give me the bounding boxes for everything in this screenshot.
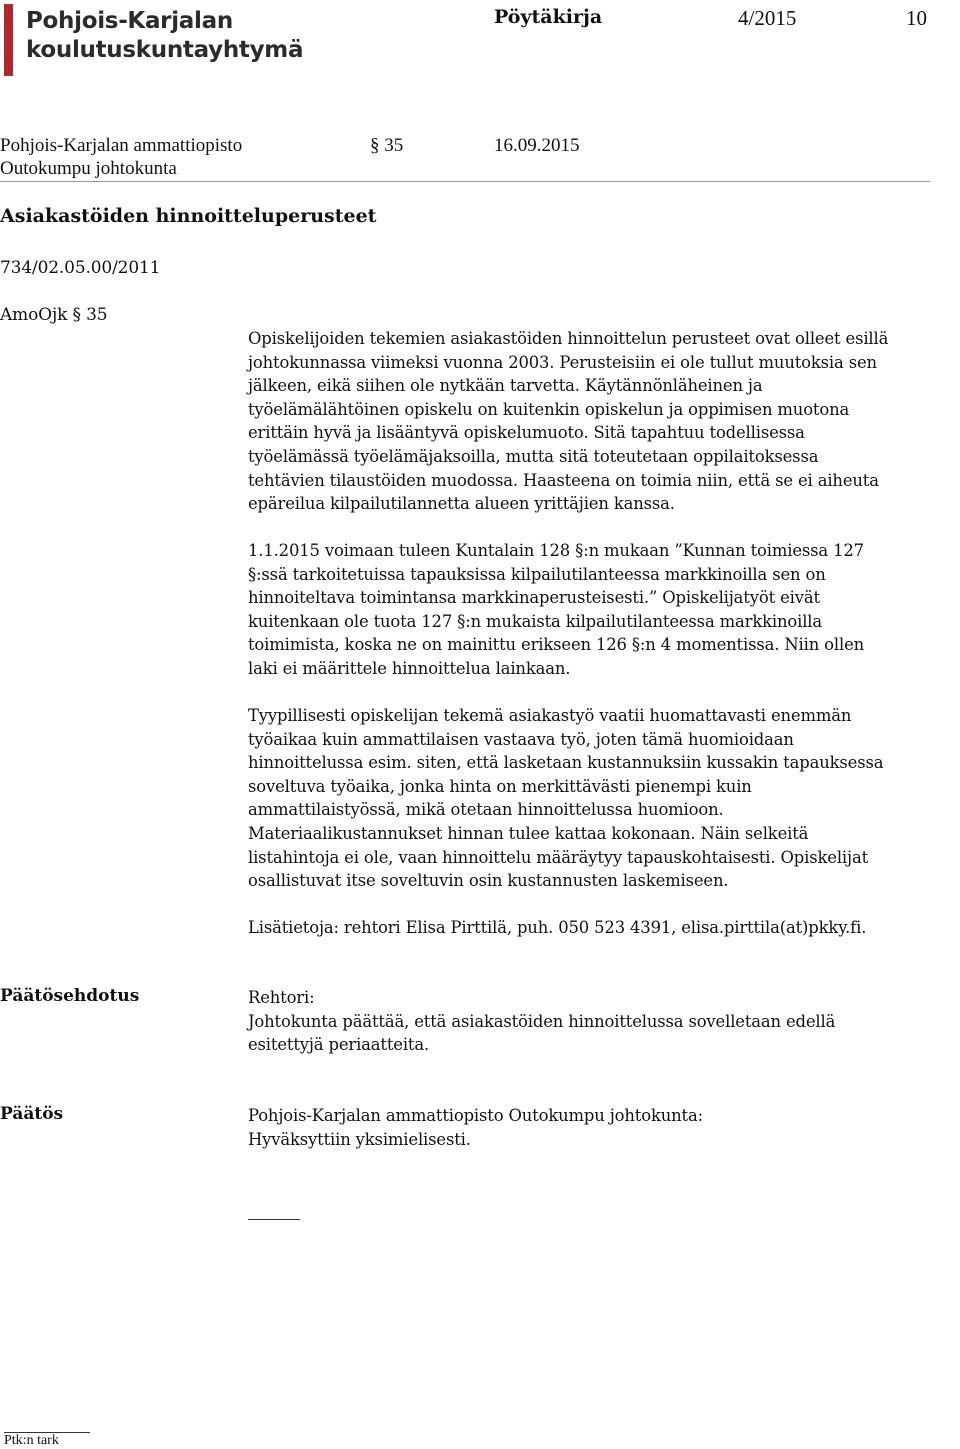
text-line: soveltuva työaika, jonka hinta on merkittävästi pienempi kuin <box>248 776 752 796</box>
meeting-board: Outokumpu johtokunta <box>0 158 177 179</box>
text-line: jälkeen, eikä siihen ole nytkään tarvetta. Käytännönläheinen ja <box>248 376 763 396</box>
organization-logo <box>0 0 304 80</box>
text-line: tehtävien tilaustöiden muodossa. Haasteena on toimia niin, että se ei aiheuta <box>248 470 879 490</box>
text-line: kuitenkaan ole tuota 127 §:n mukaista kilpailutilanteessa markkinoilla <box>248 611 823 631</box>
doc-number: 4/2015 <box>738 6 797 30</box>
end-divider <box>248 1219 300 1220</box>
page-title: Asiakastöiden hinnoitteluperusteet <box>0 205 377 227</box>
logo-line-1: Pohjois-Karjalan <box>26 8 233 34</box>
text-line: esitettyjä periaatteita. <box>248 1035 430 1055</box>
decision-text <box>248 1104 703 1151</box>
text-line: Rehtori: <box>248 988 315 1007</box>
text-line: Tyypillisesti opiskelijan tekemä asiakastyö vaatii huomattavasti enemmän <box>248 706 852 725</box>
reference-section: AmoOjk § 35 <box>0 305 108 325</box>
text-line: laki ei määrittele hinnoittelua lainkaan. <box>248 658 571 678</box>
meeting-section: § 35 <box>370 135 404 156</box>
text-line: Lisätietoja: rehtori Elisa Pirttilä, puh. 050 523 4391, elisa.pirttila(at)pkky.fi. <box>248 918 867 937</box>
footer-initials: Ptk:n tark <box>4 1433 59 1448</box>
text-line: osallistuvat itse soveltuvin osin kustannusten laskemiseen. <box>248 871 729 891</box>
text-line: hinnoiteltava toimintansa markkinaperusteisesti.” Opiskelijatyöt eivät <box>248 588 820 608</box>
text-line: Pohjois-Karjalan ammattiopisto Outokumpu johtokunta: <box>248 1106 703 1125</box>
text-line: työaikaa kuin ammattilaisen vastaava työ, joten tämä huomioidaan <box>248 729 794 749</box>
text-line: Johtokunta päättää, että asiakastöiden hinnoittelussa sovelletaan edellä <box>248 1011 836 1031</box>
text-line: epäreilua kilpailutilannetta alueen yrittäjien kanssa. <box>248 494 675 514</box>
text-line: Opiskelijoiden tekemien asiakastöiden hinnoittelun perusteet ovat olleet esillä <box>248 329 889 348</box>
text-line: erittäin hyvä ja lisääntyvä opiskelumuoto. Sitä tapahtuu todellisessa <box>248 423 805 443</box>
text-line: Hyväksyttiin yksimielisesti. <box>248 1129 471 1149</box>
logo-bar <box>4 4 13 76</box>
text-line: toimimista, koska ne on mainittu erikseen 126 §:n 4 momentissa. Niin ollen <box>248 635 865 655</box>
text-line: ammattilaistyössä, mikä otetaan hinnoittelussa huomioon. <box>248 800 724 820</box>
text-line: listahintoja ei ole, vaan hinnoittelu määräytyy tapauskohtaisesti. Opiskelijat <box>248 847 869 867</box>
text-line: 1.1.2015 voimaan tuleen Kuntalain 128 §:n mukaan ”Kunnan toimiessa 127 <box>248 541 864 560</box>
reference-number: 734/02.05.00/2011 <box>0 258 161 278</box>
proposal-text <box>248 986 835 1057</box>
text-line: Materiaalikustannukset hinnan tulee kattaa kokonaan. Näin selkeitä <box>248 823 809 843</box>
text-line: §:ssä tarkoitetuissa tapauksissa kilpailutilanteessa markkinoilla sen on <box>248 564 826 584</box>
paragraph-1 <box>248 327 888 516</box>
text-line: hinnoittelussa esim. siten, että lasketaan kustannuksiin kussakin tapauksessa <box>248 753 884 773</box>
doc-type: Pöytäkirja <box>494 6 603 28</box>
proposal-label: Päätösehdotus <box>0 986 140 1006</box>
header-divider <box>0 181 930 182</box>
page-number: 10 <box>906 6 927 30</box>
decision-label: Päätös <box>0 1104 64 1124</box>
text-line: johtokunnassa viimeksi vuonna 2003. Perusteisiin ei ole tullut muutoksia sen <box>248 352 877 372</box>
meeting-org: Pohjois-Karjalan ammattiopisto <box>0 135 243 156</box>
meeting-date: 16.09.2015 <box>494 135 580 156</box>
text-line: työelämässä työelämäjaksoilla, mutta sitä toteutetaan oppilaitoksessa <box>248 446 819 466</box>
logo-line-2: koulutuskuntayhtymä <box>26 37 304 63</box>
contact-info <box>248 916 866 940</box>
text-line: työelämälähtöinen opiskelu on kuitenkin opiskelun ja oppimisen muotona <box>248 399 850 419</box>
paragraph-2 <box>248 539 864 681</box>
paragraph-3 <box>248 704 883 893</box>
